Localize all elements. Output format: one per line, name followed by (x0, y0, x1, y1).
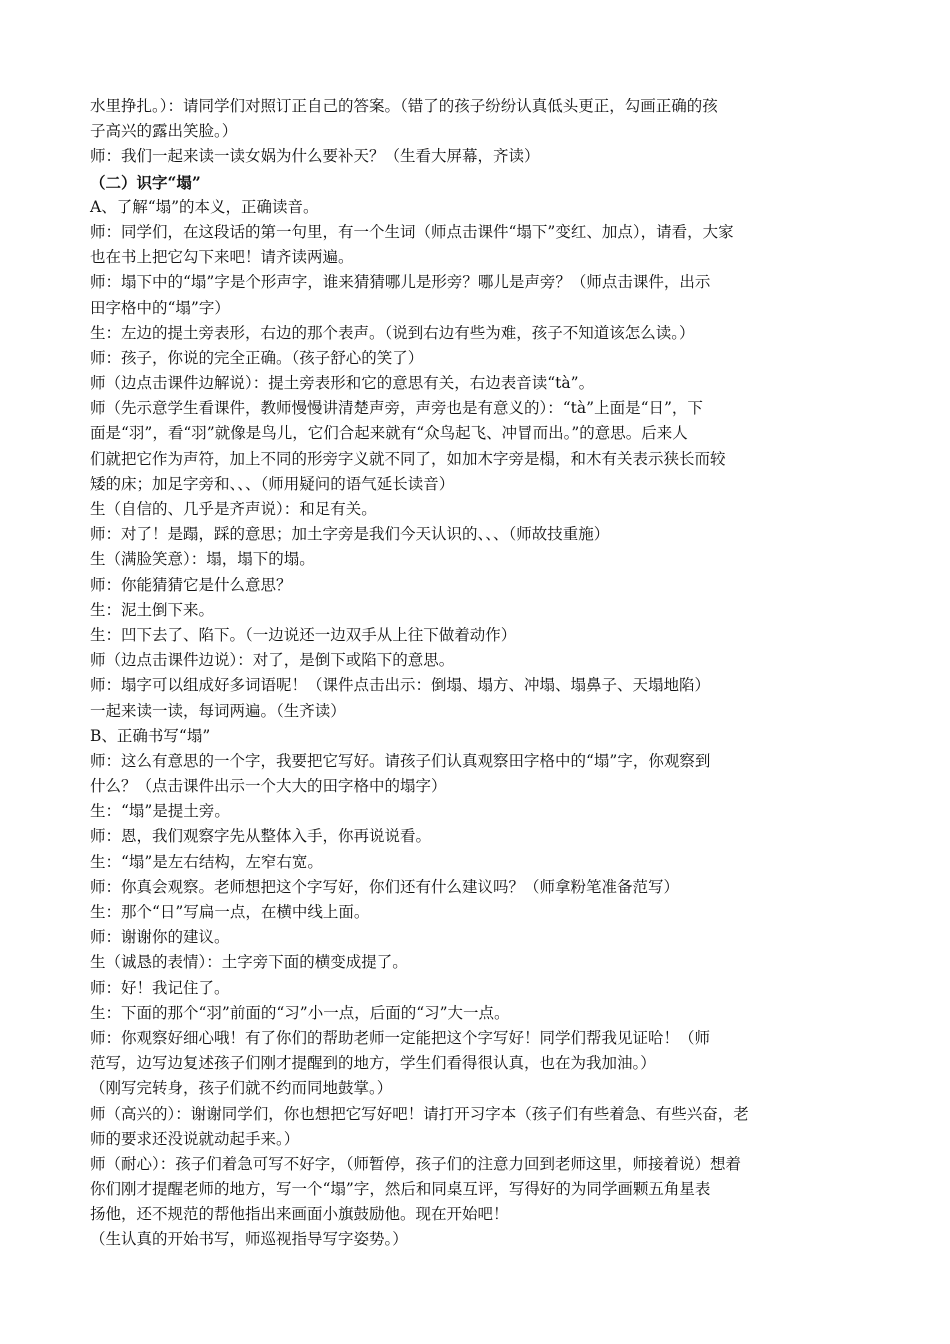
text-line: 扬他，还不规范的帮他指出来画面小旗鼓励他。现在开始吧！ (90, 1205, 509, 1224)
text-line: 师：你能猜猜它是什么意思？ (90, 575, 292, 594)
text-line: 你们刚才提醒老师的地方，写一个“塌”字，然后和同桌互评，写得好的为同学画颗五角星表 (90, 1180, 711, 1199)
text-line: （刚写完转身，孩子们就不约而同地鼓掌。） (90, 1079, 393, 1098)
text-line: 师：这么有意思的一个字，我要把它写好。请孩子们认真观察田字格中的“塌”字，你观察到 (90, 751, 711, 770)
text-line: 矮的床；加足字旁和、、、（师用疑问的语气延长读音） (90, 474, 455, 493)
text-line: （生认真的开始书写，师巡视指导写字姿势。） (90, 1230, 408, 1249)
text-line: 师（先示意学生看课件，教师慢慢讲清楚声旁，声旁也是有意义的）：“tà”上面是“日”，下 (90, 399, 703, 418)
text-line: 师的要求还没说就动起手来。） (90, 1129, 300, 1148)
text-line: 生：左边的提土旁表形，右边的那个表声。（说到右边有些为难，孩子不知道该怎么读。） (90, 323, 695, 342)
text-line: 师：你真会观察。老师想把这个字写好，你们还有什么建议吗？（师拿粉笔准备范写） (90, 877, 680, 896)
text-line: 师（边点击课件边解说）：提土旁表形和它的意思有关，右边表音读“tà”。 (90, 374, 595, 393)
subsection-heading: A、了解“塌”的本义，正确读音。 (90, 197, 319, 216)
text-line: 师：孩子，你说的完全正确。（孩子舒心的笑了） (90, 348, 424, 367)
text-line: 生：凹下去了、陷下。（一边说还一边双手从上往下做着动作） (90, 625, 517, 644)
text-line: 生（诚恳的表情）：土字旁下面的横变成提了。 (90, 953, 408, 972)
section-heading: （二）识字“塌” (90, 172, 201, 192)
text-line: 师（耐心）：孩子们着急可写不好字，（师暂停，孩子们的注意力回到老师这里，师接着说）想着 (90, 1154, 742, 1173)
text-line: 生：那个“日”写扁一点，在横中线上面。 (90, 903, 370, 921)
subsection-heading: B、正确书写“塌” (90, 726, 211, 745)
text-line: 水里挣扎。）：请同学们对照订正自己的答案。（错了的孩子纷纷认真低头更正，勾画正确的孩 (90, 97, 718, 115)
text-line: 师：你观察好细心哦！有了你们的帮助老师一定能把这个字写好！同学们帮我见证哈！（师 (90, 1028, 711, 1047)
text-line: 师：对了！是蹋，踩的意思；加土字旁是我们今天认识的、、、（师故技重施） (90, 525, 610, 544)
text-line: 生：下面的那个“羽”前面的“习”小一点，后面的“习”大一点。 (90, 1003, 510, 1022)
document-body (90, 94, 865, 1253)
text-line: 师（高兴的）：谢谢同学们，你也想把它写好吧！请打开习字本（孩子们有些着急、有些兴奋，老 (90, 1104, 749, 1123)
text-line: 田字格中的“塌”字） (90, 298, 230, 317)
text-line: 师：塌下中的“塌”字是个形声字，谁来猜猜哪儿是形旁？哪儿是声旁？（师点击课件，出示 (90, 273, 711, 292)
text-line: 生：“塌”是左右结构，左窄右宽。 (90, 852, 323, 871)
text-line: 师：恩，我们观察字先从整体入手，你再说说看。 (90, 827, 432, 846)
text-line: 师：我们一起来读一读女娲为什么要补天？（生看大屏幕，齐读） (90, 147, 540, 166)
text-line: 生（满脸笑意）：塌，塌下的塌。 (90, 550, 315, 569)
text-line: 一起来读一读，每词两遍。（生齐读） (90, 701, 346, 720)
text-line: 师：谢谢你的建议。 (90, 928, 230, 947)
text-line: 师（边点击课件边说）：对了，是倒下或陷下的意思。 (90, 651, 455, 670)
text-line: 也在书上把它勾下来吧！请齐读两遍。 (90, 248, 354, 267)
text-line: 生：“塌”是提土旁。 (90, 802, 230, 821)
text-line: 们就把它作为声符，加上不同的形旁字义就不同了，如加木字旁是榻，和木有关表示狭长而较 (90, 449, 726, 468)
text-line: 面是“羽”，看“羽”就像是鸟儿，它们合起来就有“众鸟起飞、冲冒而出。”的意思。后来人 (90, 424, 688, 443)
text-line: 范写，边写边复述孩子们刚才提醒到的地方，学生们看得很认真，也在为我加油。） (90, 1054, 656, 1073)
text-line: 师：塌字可以组成好多词语呢！（课件点击出示：倒塌、塌方、冲塌、塌鼻子、天塌地陷） (90, 676, 711, 695)
text-line: 师：同学们，在这段话的第一句里，有一个生词（师点击课件“塌下”变红、加点），请看，大家 (90, 222, 734, 241)
text-line: 生：泥土倒下来。 (90, 600, 215, 619)
text-line: 师：好！我记住了。 (90, 978, 230, 997)
text-line: 什么？（点击课件出示一个大大的田字格中的塌字） (90, 777, 447, 796)
text-line: 子高兴的露出笑脸。） (90, 122, 238, 141)
text-line: 生（自信的、几乎是齐声说）：和足有关。 (90, 500, 377, 518)
